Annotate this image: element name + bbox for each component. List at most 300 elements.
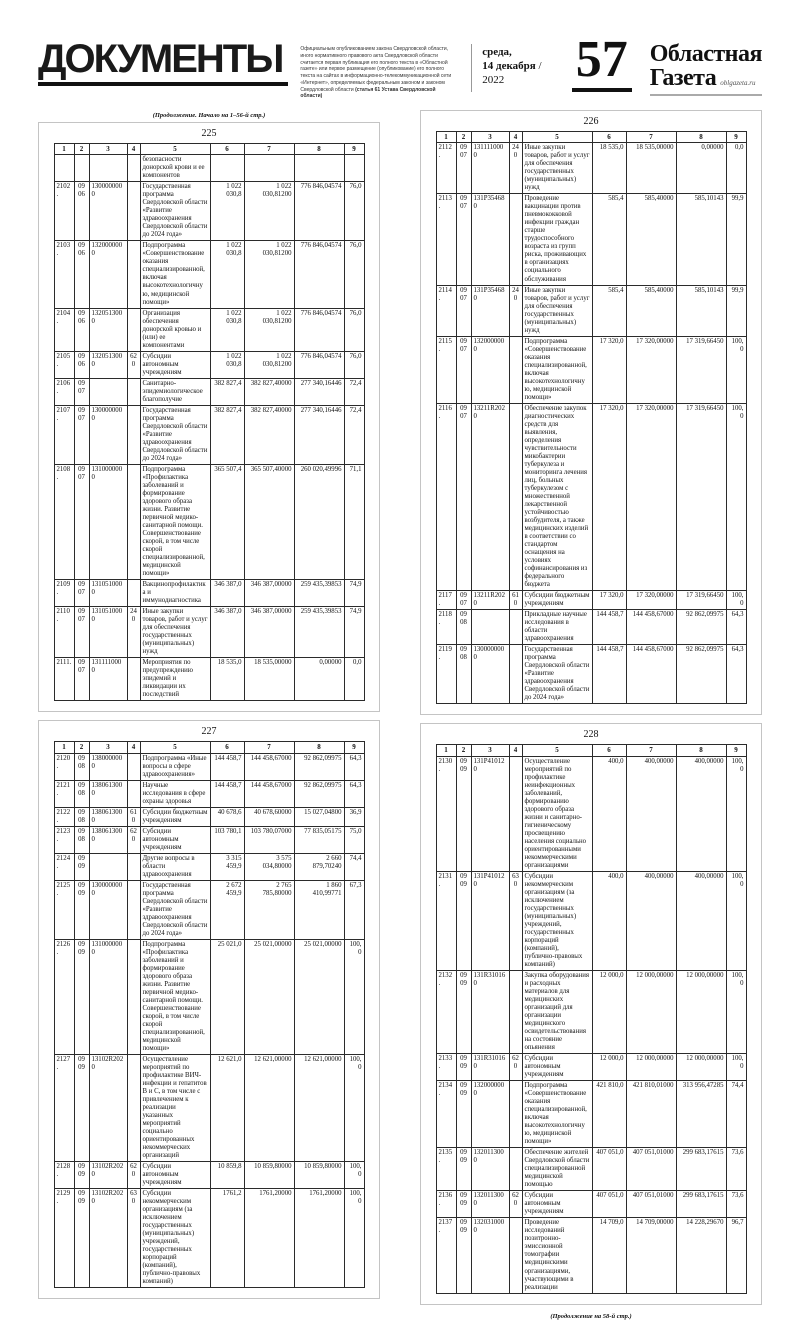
cell: 1380613000: [89, 807, 127, 826]
cell: 2121.: [54, 780, 74, 807]
cell: 2122.: [54, 807, 74, 826]
header-row: [54, 742, 364, 753]
cell: 92 862,09975: [294, 780, 344, 807]
cell: [127, 378, 140, 405]
cell: 0907: [74, 607, 89, 658]
cell: 144 458,67000: [626, 645, 676, 704]
cell: Осуществление мероприятий по профилактике ВИЧ-инфекции и гепатитов В и С, в том числе с привлечением к реализации указанных мероприятий социально ориентированных некоммерческих организаций: [140, 1055, 210, 1162]
cell: 260 020,49996: [294, 464, 344, 579]
column-header: 9: [344, 742, 364, 753]
cell: 76,0: [344, 182, 364, 241]
cell: 1 022 030,81200: [244, 241, 294, 308]
issue-weekday: среда,: [482, 46, 512, 58]
column-header: 3: [471, 745, 509, 756]
cell: 17 320,00000: [626, 336, 676, 403]
cell: 13102R2020: [89, 1055, 127, 1162]
column-header: 4: [509, 132, 522, 143]
legal-text-body: Официальным опубликованием закона Свердловской области, иного нормативного правового акта Свердловской области считается первая публикация его полного текста в «Областной газете» или первое размещение (опубликование) его полного текста на сайтах в информационно-телекоммуникационной сети «Интернет», определяемых федеральным законом и законом Свердловской области: [300, 46, 452, 93]
cell: 14 709,0: [592, 1218, 626, 1293]
cell: 1761,2: [210, 1189, 244, 1288]
table-row: [54, 1055, 364, 1162]
column-header: 3: [89, 144, 127, 155]
cell: 144 458,7: [592, 610, 626, 645]
table-row: [436, 336, 746, 403]
cell: 2114.: [436, 285, 456, 336]
cell: [127, 753, 140, 780]
table-row: [436, 143, 746, 194]
cell: 1300000000: [89, 880, 127, 939]
table-row: [436, 1218, 746, 1293]
table-number-228: 228: [583, 729, 599, 741]
cell: 2131.: [436, 871, 456, 970]
cell: [89, 155, 127, 182]
cell: 0909: [74, 1189, 89, 1288]
column-header: 2: [74, 144, 89, 155]
cell: 12 000,00000: [676, 970, 726, 1053]
table-number-225: 225: [201, 128, 217, 139]
column-header: 1: [436, 745, 456, 756]
cell: Прикладные научные исследования в области здравоохранения: [522, 610, 592, 645]
cell: 18 535,00000: [626, 143, 676, 194]
cell: 365 507,4: [210, 464, 244, 579]
cell: Субсидии автономным учреждениям: [522, 1191, 592, 1218]
cell: 144 458,7: [210, 780, 244, 807]
cell: 14 228,29670: [676, 1218, 726, 1293]
cell: 0909: [74, 1162, 89, 1189]
column-header: 2: [456, 132, 471, 143]
cell: [127, 580, 140, 607]
cell: 240: [509, 285, 522, 336]
table-row: [436, 756, 746, 871]
column-header: 2: [456, 745, 471, 756]
cell: 2108.: [54, 464, 74, 579]
cell: [127, 308, 140, 351]
cell: 0907: [74, 405, 89, 464]
table-box-228: [420, 723, 762, 1304]
cell: 99,9: [726, 285, 746, 336]
cell: 240: [509, 143, 522, 194]
cell: 585,4: [592, 285, 626, 336]
right-column: [420, 110, 762, 1323]
cell: 0907: [456, 285, 471, 336]
cell: 1 022 030,8: [210, 241, 244, 308]
cell: 0909: [456, 1218, 471, 1293]
cell: Вакцинопрофилактика и иммунодиагностика: [140, 580, 210, 607]
cell: 2 660 879,70240: [294, 853, 344, 880]
cell: Субсидии некоммерческим организациям (за исключением государственных (муниципальных) учреждений, государственных корпораций (компаний), публично-правовых компаний): [140, 1189, 210, 1288]
cell: 2112.: [436, 143, 456, 194]
cell: 382 827,4: [210, 405, 244, 464]
cell: 0909: [456, 970, 471, 1053]
cell: 2134.: [436, 1081, 456, 1148]
cell: 71,1: [344, 464, 364, 579]
table-row: [436, 1148, 746, 1191]
cell: 0908: [74, 753, 89, 780]
logo-line-1: Областная: [649, 41, 762, 67]
cell: 2113.: [436, 194, 456, 285]
column-header: 1: [436, 132, 456, 143]
cell: 0909: [456, 756, 471, 871]
cell: 407 051,0: [592, 1148, 626, 1191]
cell: 12 000,0: [592, 1054, 626, 1081]
column-header: 3: [471, 132, 509, 143]
table-box-226: [420, 110, 762, 715]
cell: 585,4: [592, 194, 626, 285]
table-box-225: [38, 122, 380, 712]
page-header: [38, 31, 762, 102]
cell: 77 835,05175: [294, 826, 344, 853]
column-header: 7: [244, 144, 294, 155]
table-row: [436, 1191, 746, 1218]
cell: 12 000,00000: [626, 1054, 676, 1081]
cell: 18 535,0: [210, 658, 244, 701]
cell: 585,40000: [626, 194, 676, 285]
cell: [509, 970, 522, 1053]
cell: 407 051,0: [592, 1191, 626, 1218]
cell: 2129.: [54, 1189, 74, 1288]
cell: Обеспечение жителей Свердловской области специализированной медицинской помощью: [522, 1148, 592, 1191]
cell: безопасности донорской крови и ее компонентов: [140, 155, 210, 182]
cell: 407 051,01000: [626, 1191, 676, 1218]
cell: 2130.: [436, 756, 456, 871]
cell: 75,0: [344, 826, 364, 853]
cell: [509, 1148, 522, 1191]
cell: 13102R2020: [89, 1162, 127, 1189]
cell: [127, 182, 140, 241]
cell: 12 000,00000: [676, 1054, 726, 1081]
cell: 2120.: [54, 753, 74, 780]
cell: 12 000,00000: [626, 970, 676, 1053]
budget-table-226: [436, 131, 747, 704]
column-header: 9: [726, 132, 746, 143]
table-row: [54, 826, 364, 853]
cell: 400,0: [592, 871, 626, 970]
table-number-227: 227: [201, 726, 217, 738]
cell: 1761,20000: [294, 1189, 344, 1288]
cell: [127, 780, 140, 807]
table-row: [436, 285, 746, 336]
cell: 1380613000: [89, 826, 127, 853]
cell: 0909: [456, 1054, 471, 1081]
issue-date: [482, 46, 549, 87]
cell: Санитарно-эпидемиологическое благополучие: [140, 378, 210, 405]
cell: [344, 155, 364, 182]
cell: 64,3: [726, 610, 746, 645]
cell: 1380000000: [89, 753, 127, 780]
cell: 1 022 030,8: [210, 351, 244, 378]
cell: 100,0: [726, 336, 746, 403]
cell: 776 846,04574: [294, 182, 344, 241]
cell: 400,00000: [626, 871, 676, 970]
table-row: [54, 780, 364, 807]
cell: 12 621,00000: [294, 1055, 344, 1162]
cell: Другие вопросы в области здравоохранения: [140, 853, 210, 880]
cell: 2128.: [54, 1162, 74, 1189]
cell: 144 458,67000: [244, 753, 294, 780]
cell: [89, 853, 127, 880]
budget-table-225: [54, 143, 365, 701]
cell: 382 827,4: [210, 378, 244, 405]
cell: 25 021,0: [210, 939, 244, 1054]
continuation-bottom-note: (Продолжение на 58-й стр.): [550, 1312, 632, 1320]
cell: 1311110000: [471, 143, 509, 194]
column-header: 8: [676, 745, 726, 756]
cell: 131R310160: [471, 1054, 509, 1081]
cell: 100,0: [726, 591, 746, 610]
cell: 382 827,40000: [244, 378, 294, 405]
cell: 299 683,17615: [676, 1191, 726, 1218]
cell: Иные закупки товаров, работ и услуг для обеспечения государственных (муниципальных) нужд: [140, 607, 210, 658]
cell: 2102.: [54, 182, 74, 241]
cell: 2136.: [436, 1191, 456, 1218]
cell: 100,0: [726, 756, 746, 871]
cell: 36,9: [344, 807, 364, 826]
cell: 40 678,6: [210, 807, 244, 826]
table-row: [436, 1054, 746, 1081]
cell: Государственная программа Свердловской области «Развитие здравоохранения Свердловской области до 2024 года»: [140, 405, 210, 464]
cell: Подпрограмма «Иные вопросы в сфере здравоохранения»: [140, 753, 210, 780]
cell: 74,4: [344, 853, 364, 880]
issue-date-line: 14 декабря / 2022: [482, 59, 542, 86]
newspaper-logo: [650, 42, 762, 96]
cell: Субсидии автономным учреждениям: [140, 1162, 210, 1189]
cell: 73,6: [726, 1148, 746, 1191]
cell: 382 827,40000: [244, 405, 294, 464]
cell: 1320000000: [471, 336, 509, 403]
cell: [54, 155, 74, 182]
cell: [509, 336, 522, 403]
cell: 131R310160: [471, 970, 509, 1053]
cell: 2 672 459,9: [210, 880, 244, 939]
cell: 1300000000: [89, 182, 127, 241]
cell: 3 315 459,9: [210, 853, 244, 880]
cell: 100,0: [344, 939, 364, 1054]
table-row: [54, 939, 364, 1054]
column-header: 7: [244, 742, 294, 753]
cell: 144 458,67000: [626, 610, 676, 645]
cell: 0907: [74, 378, 89, 405]
cell: Подпрограмма «Профилактика заболеваний и формирование здорового образа жизни. Развитие первичной медико-санитарной помощи. Совершенствование скорой, в том числе скорой специализированной, медицинской помощи»: [140, 464, 210, 579]
column-header: 1: [54, 144, 74, 155]
cell: 17 319,66450: [676, 403, 726, 590]
cell: 365 507,40000: [244, 464, 294, 579]
table-row: [436, 970, 746, 1053]
cell: 1 860 410,99771: [294, 880, 344, 939]
cell: 100,0: [726, 1054, 746, 1081]
cell: [294, 155, 344, 182]
cell: 1300000000: [89, 405, 127, 464]
cell: 72,4: [344, 405, 364, 464]
cell: [127, 658, 140, 701]
cell: [127, 853, 140, 880]
table-row: [54, 351, 364, 378]
cell: 2133.: [436, 1054, 456, 1081]
cell: 259 435,39853: [294, 607, 344, 658]
column-header: 5: [522, 745, 592, 756]
cell: 2127.: [54, 1055, 74, 1162]
table-row: [54, 155, 364, 182]
cell: 0906: [74, 308, 89, 351]
cell: [210, 155, 244, 182]
cell: 131P410120: [471, 871, 509, 970]
cell: [74, 155, 89, 182]
cell: 0909: [74, 939, 89, 1054]
cell: 346 387,0: [210, 580, 244, 607]
table-row: [54, 658, 364, 701]
column-header: 2: [74, 742, 89, 753]
cell: 2135.: [436, 1148, 456, 1191]
cell: 620: [127, 1162, 140, 1189]
cell: 0,0: [726, 143, 746, 194]
cell: 1 022 030,81200: [244, 308, 294, 351]
header-row: [54, 144, 364, 155]
cell: 0908: [74, 780, 89, 807]
cell: 776 846,04574: [294, 351, 344, 378]
cell: 17 319,66450: [676, 591, 726, 610]
cell: [89, 378, 127, 405]
cell: 100,0: [726, 970, 746, 1053]
cell: Подпрограмма «Совершенствование оказания специализированной, включая высокотехнологичную, медицинской помощи»: [522, 336, 592, 403]
cell: 13102R2020: [89, 1189, 127, 1288]
page-number: 57: [572, 34, 632, 92]
cell: 0906: [74, 182, 89, 241]
cell: 2 765 785,80000: [244, 880, 294, 939]
cell: 0909: [74, 880, 89, 939]
cell: [244, 155, 294, 182]
cell: 12 621,00000: [244, 1055, 294, 1162]
table-row: [436, 403, 746, 590]
cell: 400,00000: [676, 871, 726, 970]
legal-text-statute: (статья 61 Устава Свердловской области): [300, 86, 436, 100]
cell: Субсидии автономным учреждениям: [140, 826, 210, 853]
cell: 1310000000: [89, 939, 127, 1054]
cell: [509, 403, 522, 590]
cell: Осуществление мероприятий по профилактике неинфекционных заболеваний, формированию здорового образа жизни и санитарно-гигиеническому просвещению населения социально ориентированными некоммерческими организациями: [522, 756, 592, 871]
cell: 3 575 034,80000: [244, 853, 294, 880]
cell: 17 320,00000: [626, 403, 676, 590]
column-header: 4: [509, 745, 522, 756]
table-row: [54, 1162, 364, 1189]
cell: 0907: [74, 464, 89, 579]
cell: Обеспечение закупок диагностических средств для выявления, определения чувствительности микобактерии туберкулеза и мониторинга лечения лиц, больных туберкулезом с множественной лекарственной устойчивостью возбудителя, а также медицинских изделий в соответствии со стандартом оснащения на условиях софинансирования из федерального бюджета: [522, 403, 592, 590]
column-header: 8: [676, 132, 726, 143]
continuation-top-note: (Продолжение. Начало на 1–56-й стр.): [152, 112, 266, 119]
column-header: 8: [294, 742, 344, 753]
column-header: 4: [127, 742, 140, 753]
cell: [509, 610, 522, 645]
cell: [509, 194, 522, 285]
column-header: 6: [592, 132, 626, 143]
cell: [509, 756, 522, 871]
cell: 144 458,67000: [244, 780, 294, 807]
column-header: 7: [626, 745, 676, 756]
cell: 2117.: [436, 591, 456, 610]
cell: 17 320,0: [592, 591, 626, 610]
cell: 0909: [456, 871, 471, 970]
cell: 400,0: [592, 756, 626, 871]
cell: Иные закупки товаров, работ и услуг для обеспечения государственных (муниципальных) нужд: [522, 285, 592, 336]
cell: 74,4: [726, 1081, 746, 1148]
column-header: 8: [294, 144, 344, 155]
cell: 2106.: [54, 378, 74, 405]
table-row: [54, 880, 364, 939]
column-header: 9: [726, 745, 746, 756]
table-row: [436, 871, 746, 970]
cell: 2119.: [436, 645, 456, 704]
cell: 17 319,66450: [676, 336, 726, 403]
cell: Научные исследования в сфере охраны здоровья: [140, 780, 210, 807]
cell: [471, 610, 509, 645]
cell: 2110.: [54, 607, 74, 658]
cell: 10 859,8: [210, 1162, 244, 1189]
cell: 96,7: [726, 1218, 746, 1293]
cell: Иные закупки товаров, работ и услуг для обеспечения государственных (муниципальных) нужд: [522, 143, 592, 194]
cell: 100,0: [726, 871, 746, 970]
left-column: [38, 110, 380, 1323]
cell: [127, 939, 140, 1054]
budget-table-228: [436, 744, 747, 1293]
cell: 18 535,0: [592, 143, 626, 194]
cell: 0909: [456, 1081, 471, 1148]
table-row: [436, 591, 746, 610]
cell: 2104.: [54, 308, 74, 351]
cell: 76,0: [344, 351, 364, 378]
cell: 2137.: [436, 1218, 456, 1293]
column-header: 3: [89, 742, 127, 753]
cell: Государственная программа Свердловской области «Развитие здравоохранения Свердловской области до 2024 года»: [140, 182, 210, 241]
cell: 64,3: [344, 780, 364, 807]
cell: [127, 464, 140, 579]
column-header: 7: [626, 132, 676, 143]
cell: 100,0: [344, 1189, 364, 1288]
cell: 0907: [456, 194, 471, 285]
cell: [127, 405, 140, 464]
cell: 313 956,47285: [676, 1081, 726, 1148]
cell: 131P410120: [471, 756, 509, 871]
column-header: 6: [592, 745, 626, 756]
cell: 240: [127, 607, 140, 658]
cell: 1300000000: [471, 645, 509, 704]
cell: 0909: [456, 1191, 471, 1218]
cell: 630: [509, 871, 522, 970]
cell: 10 859,80000: [294, 1162, 344, 1189]
cell: Субсидии автономным учреждениям: [522, 1054, 592, 1081]
cell: 585,10143: [676, 285, 726, 336]
cell: 2109.: [54, 580, 74, 607]
cell: 92 862,09975: [676, 610, 726, 645]
cell: 0907: [456, 143, 471, 194]
cell: 92 862,09975: [676, 645, 726, 704]
column-header: 6: [210, 144, 244, 155]
cell: 1311110000: [89, 658, 127, 701]
cell: 2107.: [54, 405, 74, 464]
cell: 14 709,00000: [626, 1218, 676, 1293]
cell: 2132.: [436, 970, 456, 1053]
table-row: [436, 645, 746, 704]
cell: Государственная программа Свердловской области «Развитие здравоохранения Свердловской области до 2024 года»: [140, 880, 210, 939]
cell: 103 780,07000: [244, 826, 294, 853]
cell: [127, 880, 140, 939]
table-number-226: 226: [583, 116, 599, 127]
cell: Субсидии бюджетным учреждениям: [140, 807, 210, 826]
cell: 64,3: [344, 753, 364, 780]
table-row: [54, 807, 364, 826]
issue-year: / 2022: [482, 59, 542, 86]
column-header: 9: [344, 144, 364, 155]
cell: 630: [127, 1189, 140, 1288]
column-header: 5: [522, 132, 592, 143]
column-header: 4: [127, 144, 140, 155]
